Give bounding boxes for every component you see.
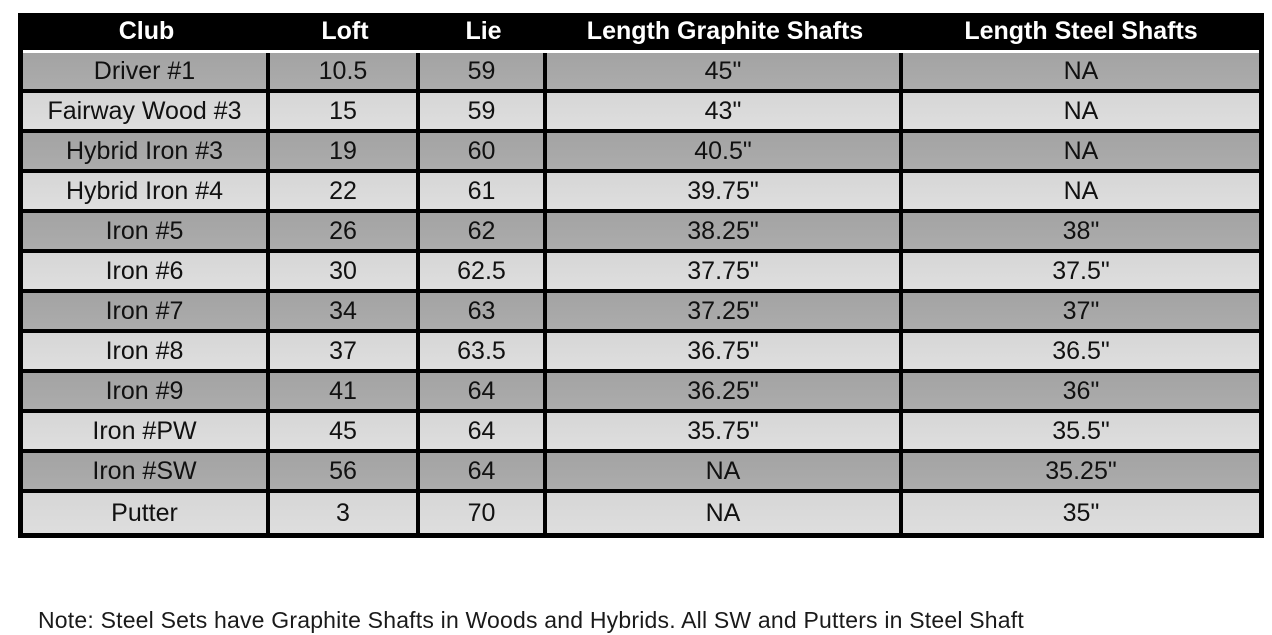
table-row <box>23 373 1259 413</box>
table-row <box>23 93 1259 133</box>
col-header-club: Club <box>23 13 270 53</box>
cell-club: Iron #SW <box>23 453 270 493</box>
table-body <box>23 53 1259 533</box>
cell-length-steel: 36.5" <box>903 333 1259 373</box>
cell-length-steel: NA <box>903 133 1259 173</box>
cell-club: Iron #8 <box>23 333 270 373</box>
cell-loft: 19 <box>270 133 420 173</box>
cell-length-steel: 35.5" <box>903 413 1259 453</box>
table-header <box>23 13 1259 53</box>
cell-loft: 56 <box>270 453 420 493</box>
table-row <box>23 293 1259 333</box>
cell-loft: 37 <box>270 333 420 373</box>
table-note: Note: Steel Sets have Graphite Shafts in Woods and Hybrids. All SW and Putters in Steel Shaft <box>38 607 1024 633</box>
table-row <box>23 453 1259 493</box>
cell-club: Fairway Wood #3 <box>23 93 270 133</box>
club-spec-table <box>18 13 1264 538</box>
cell-length-graphite: 36.25" <box>547 373 903 413</box>
cell-length-graphite: 39.75" <box>547 173 903 213</box>
cell-lie: 62.5 <box>420 253 547 293</box>
cell-club: Driver #1 <box>23 53 270 93</box>
cell-club: Hybrid Iron #3 <box>23 133 270 173</box>
cell-length-steel: 37.5" <box>903 253 1259 293</box>
cell-length-steel: NA <box>903 93 1259 133</box>
col-header-loft: Loft <box>270 13 420 53</box>
cell-length-graphite: 40.5" <box>547 133 903 173</box>
cell-lie: 64 <box>420 453 547 493</box>
cell-length-graphite: 43" <box>547 93 903 133</box>
cell-club: Iron #6 <box>23 253 270 293</box>
cell-length-graphite: NA <box>547 493 903 533</box>
table-row <box>23 413 1259 453</box>
cell-club: Iron #9 <box>23 373 270 413</box>
cell-lie: 61 <box>420 173 547 213</box>
cell-length-graphite: 38.25" <box>547 213 903 253</box>
cell-loft: 26 <box>270 213 420 253</box>
cell-lie: 59 <box>420 93 547 133</box>
cell-loft: 15 <box>270 93 420 133</box>
table-row <box>23 333 1259 373</box>
cell-loft: 10.5 <box>270 53 420 93</box>
cell-lie: 59 <box>420 53 547 93</box>
table-row <box>23 213 1259 253</box>
cell-lie: 60 <box>420 133 547 173</box>
header-row <box>23 13 1259 53</box>
cell-length-graphite: 45" <box>547 53 903 93</box>
cell-length-graphite: 37.25" <box>547 293 903 333</box>
cell-loft: 22 <box>270 173 420 213</box>
table-row <box>23 53 1259 93</box>
cell-lie: 63.5 <box>420 333 547 373</box>
cell-length-steel: 35.25" <box>903 453 1259 493</box>
table-row <box>23 133 1259 173</box>
col-header-length-graphite: Length Graphite Shafts <box>547 13 903 53</box>
col-header-lie: Lie <box>420 13 547 53</box>
table-row <box>23 493 1259 533</box>
cell-loft: 41 <box>270 373 420 413</box>
cell-length-steel: 38" <box>903 213 1259 253</box>
cell-length-steel: 35" <box>903 493 1259 533</box>
cell-lie: 70 <box>420 493 547 533</box>
cell-club: Hybrid Iron #4 <box>23 173 270 213</box>
cell-lie: 64 <box>420 373 547 413</box>
cell-loft: 45 <box>270 413 420 453</box>
cell-lie: 64 <box>420 413 547 453</box>
table-row <box>23 173 1259 213</box>
cell-club: Iron #PW <box>23 413 270 453</box>
cell-club: Iron #5 <box>23 213 270 253</box>
cell-loft: 34 <box>270 293 420 333</box>
cell-length-steel: NA <box>903 173 1259 213</box>
cell-club: Putter <box>23 493 270 533</box>
cell-length-graphite: 35.75" <box>547 413 903 453</box>
cell-length-steel: 36" <box>903 373 1259 413</box>
cell-loft: 30 <box>270 253 420 293</box>
cell-length-steel: NA <box>903 53 1259 93</box>
cell-club: Iron #7 <box>23 293 270 333</box>
cell-lie: 63 <box>420 293 547 333</box>
cell-length-graphite: 37.75" <box>547 253 903 293</box>
cell-length-steel: 37" <box>903 293 1259 333</box>
cell-length-graphite: NA <box>547 453 903 493</box>
table-row <box>23 253 1259 293</box>
cell-length-graphite: 36.75" <box>547 333 903 373</box>
col-header-length-steel: Length Steel Shafts <box>903 13 1259 53</box>
cell-lie: 62 <box>420 213 547 253</box>
cell-loft: 3 <box>270 493 420 533</box>
